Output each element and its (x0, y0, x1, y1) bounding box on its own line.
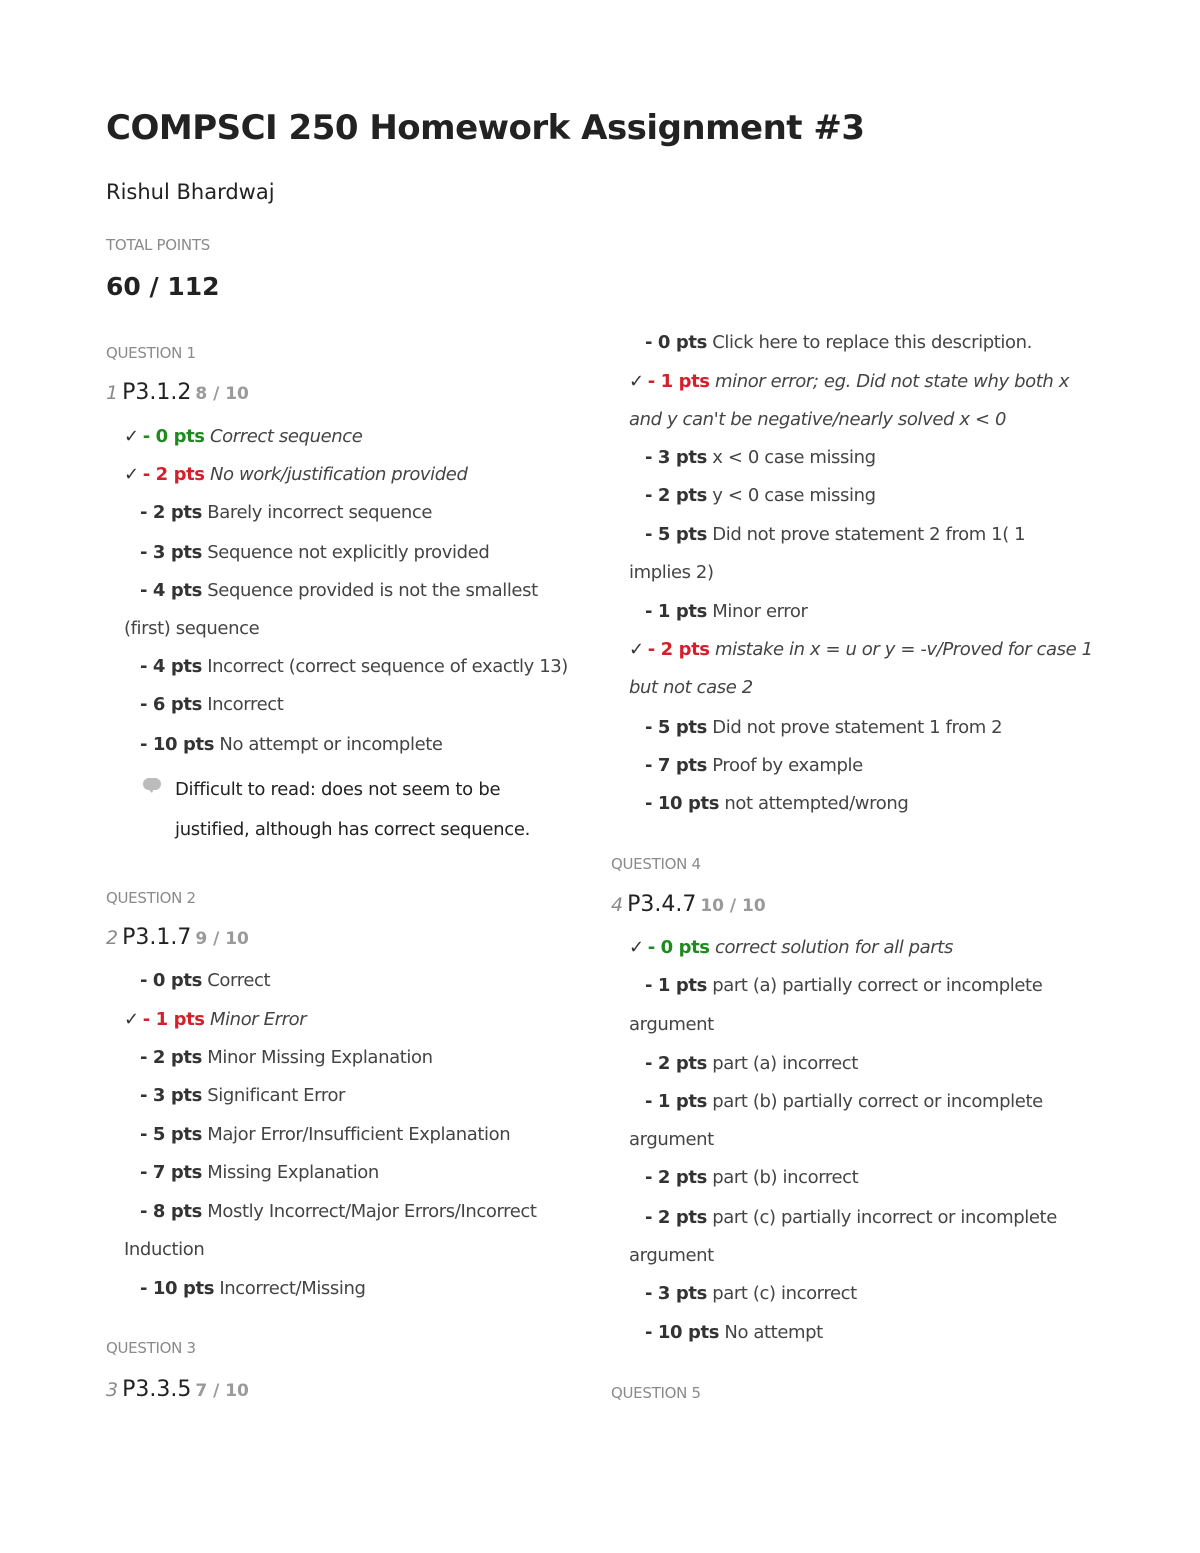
rubric-text: Did not prove statement 2 from 1( 1 (712, 524, 1026, 545)
rubric-item[interactable] (645, 1083, 1043, 1121)
rubric-points: - 3 pts (140, 542, 202, 563)
rubric-points: - 1 pts (647, 371, 710, 392)
rubric-points: - 1 pts (645, 601, 707, 622)
rubric-text: Missing Explanation (207, 1162, 379, 1183)
rubric-points: - 0 pts (142, 426, 205, 447)
rubric-points: - 2 pts (645, 485, 707, 506)
question-label: QUESTION 5 (611, 1384, 701, 1402)
rubric-points: - 1 pts (645, 1091, 707, 1112)
rubric-text: Proof by example (712, 755, 863, 776)
rubric-points: - 10 pts (140, 1278, 215, 1299)
rubric-text: x < 0 case missing (712, 447, 876, 468)
rubric-item-continuation (629, 669, 753, 707)
rubric-text: part (c) partially incorrect or incomplete (712, 1207, 1057, 1228)
rubric-item[interactable] (645, 1045, 858, 1083)
rubric-item[interactable] (645, 516, 1025, 554)
rubric-text: Incorrect (correct sequence of exactly 13) (207, 656, 568, 677)
rubric-points: - 2 pts (645, 1207, 707, 1228)
rubric-text: minor error; eg. Did not state why both x (714, 371, 1069, 392)
total-points-label: TOTAL POINTS (106, 236, 210, 254)
rubric-points: - 2 pts (647, 639, 710, 660)
rubric-text: mistake in x = u or y = -v/Proved for case 1 (714, 639, 1093, 660)
rubric-item[interactable] (140, 494, 432, 532)
rubric-text: argument (629, 1014, 714, 1035)
rubric-text: part (b) incorrect (712, 1167, 859, 1188)
rubric-item[interactable] (140, 572, 538, 610)
check-icon: ✓ (124, 464, 139, 485)
page-title: COMPSCI 250 Homework Assignment #3 (106, 108, 865, 148)
rubric-item[interactable] (645, 593, 808, 631)
rubric-text: y < 0 case missing (712, 485, 876, 506)
rubric-text: Did not prove statement 1 from 2 (712, 717, 1003, 738)
rubric-points: - 8 pts (140, 1201, 202, 1222)
rubric-text: part (c) incorrect (712, 1283, 857, 1304)
rubric-item-applied[interactable] (629, 929, 953, 967)
rubric-text: correct solution for all parts (714, 937, 953, 958)
question-number: 4 (611, 894, 624, 916)
rubric-points: - 5 pts (645, 524, 707, 545)
rubric-points: - 0 pts (140, 970, 202, 991)
question-code: P3.4.7 (627, 892, 697, 917)
rubric-points: - 4 pts (140, 656, 202, 677)
rubric-points: - 10 pts (645, 793, 720, 814)
rubric-item-applied[interactable] (124, 456, 468, 494)
rubric-points: - 2 pts (140, 502, 202, 523)
rubric-item[interactable] (645, 439, 876, 477)
question-code: P3.3.5 (122, 1377, 192, 1402)
rubric-item[interactable] (140, 1116, 510, 1154)
rubric-item[interactable] (140, 1039, 433, 1077)
rubric-item-applied[interactable] (629, 363, 1069, 401)
rubric-points: - 6 pts (140, 694, 202, 715)
rubric-item[interactable] (140, 1077, 345, 1115)
rubric-item[interactable] (645, 477, 876, 515)
question-number: 3 (106, 1379, 119, 1401)
rubric-item-continuation (124, 610, 259, 648)
rubric-text: (first) sequence (124, 618, 260, 639)
question-score: 8 / 10 (195, 384, 249, 404)
question-title (106, 925, 249, 950)
rubric-item[interactable] (645, 967, 1042, 1005)
rubric-text: Incorrect/Missing (219, 1278, 366, 1299)
rubric-item[interactable] (645, 709, 1002, 747)
comment-icon (143, 778, 161, 790)
question-label: QUESTION 2 (106, 889, 196, 907)
rubric-item[interactable] (140, 962, 270, 1000)
rubric-text: Mostly Incorrect/Major Errors/Incorrect (207, 1201, 537, 1222)
rubric-text: Sequence provided is not the smallest (207, 580, 538, 601)
question-title (106, 380, 249, 405)
rubric-text: Minor Missing Explanation (207, 1047, 433, 1068)
rubric-text: Incorrect (207, 694, 284, 715)
rubric-text: part (b) partially correct or incomplete (712, 1091, 1043, 1112)
rubric-text: No work/justification provided (209, 464, 468, 485)
rubric-points: - 7 pts (140, 1162, 202, 1183)
check-icon: ✓ (629, 371, 644, 392)
rubric-item-applied[interactable] (124, 1001, 306, 1039)
rubric-points: - 2 pts (645, 1053, 707, 1074)
rubric-item-applied[interactable] (124, 418, 362, 456)
rubric-text: No attempt or incomplete (219, 734, 443, 755)
rubric-points: - 2 pts (140, 1047, 202, 1068)
rubric-text: Minor Error (209, 1009, 307, 1030)
student-name: Rishul Bhardwaj (106, 180, 275, 204)
rubric-item[interactable] (645, 1199, 1057, 1237)
check-icon: ✓ (124, 426, 139, 447)
rubric-text: Major Error/Insufficient Explanation (207, 1124, 511, 1145)
rubric-item-continuation (629, 1121, 714, 1159)
rubric-points: - 10 pts (140, 734, 215, 755)
rubric-item[interactable] (140, 1193, 537, 1231)
rubric-text: Induction (124, 1239, 205, 1260)
rubric-text: part (a) incorrect (712, 1053, 858, 1074)
grader-comment (175, 770, 530, 850)
rubric-points: - 2 pts (142, 464, 205, 485)
question-score: 10 / 10 (700, 896, 766, 916)
rubric-points: - 7 pts (645, 755, 707, 776)
rubric-points: - 4 pts (140, 580, 202, 601)
rubric-text: argument (629, 1129, 714, 1150)
rubric-item-continuation (629, 1237, 714, 1275)
rubric-item[interactable] (645, 1275, 857, 1313)
rubric-text: and y can't be negative/nearly solved x < 0 (629, 409, 1007, 430)
rubric-text: argument (629, 1245, 714, 1266)
rubric-item[interactable] (645, 747, 863, 785)
rubric-points: - 3 pts (645, 447, 707, 468)
rubric-points: - 1 pts (142, 1009, 205, 1030)
question-number: 2 (106, 927, 119, 949)
question-number: 1 (106, 382, 119, 404)
comment-line: Difficult to read: does not seem to be (175, 779, 501, 800)
question-code: P3.1.2 (122, 380, 192, 405)
rubric-text: Click here to replace this description. (712, 332, 1032, 353)
rubric-item[interactable] (140, 648, 568, 686)
rubric-points: - 3 pts (645, 1283, 707, 1304)
rubric-item[interactable] (140, 1270, 366, 1308)
check-icon: ✓ (124, 1009, 139, 1030)
rubric-points: - 10 pts (645, 1322, 720, 1343)
check-icon: ✓ (629, 639, 644, 660)
rubric-item-applied[interactable] (629, 631, 1093, 669)
rubric-item[interactable] (645, 324, 1032, 362)
rubric-text: part (a) partially correct or incomplete (712, 975, 1043, 996)
rubric-item[interactable] (140, 686, 283, 724)
question-title (106, 1377, 249, 1402)
rubric-points: - 3 pts (140, 1085, 202, 1106)
rubric-points: - 5 pts (645, 717, 707, 738)
question-score: 9 / 10 (195, 929, 249, 949)
rubric-points: - 0 pts (645, 332, 707, 353)
rubric-text: Significant Error (207, 1085, 346, 1106)
rubric-item-continuation (629, 401, 1006, 439)
question-label: QUESTION 3 (106, 1339, 196, 1357)
question-label: QUESTION 1 (106, 344, 196, 362)
rubric-text: implies 2) (629, 562, 714, 583)
rubric-text: but not case 2 (629, 677, 753, 698)
rubric-text: not attempted/wrong (724, 793, 909, 814)
question-label: QUESTION 4 (611, 855, 701, 873)
rubric-points: - 2 pts (645, 1167, 707, 1188)
rubric-text: Barely incorrect sequence (207, 502, 432, 523)
total-points-score: 60 / 112 (106, 272, 220, 301)
rubric-item-continuation (629, 554, 714, 592)
rubric-text: Correct sequence (209, 426, 363, 447)
rubric-item[interactable] (645, 1159, 858, 1197)
rubric-text: Sequence not explicitly provided (207, 542, 490, 563)
rubric-text: Minor error (712, 601, 808, 622)
rubric-text: No attempt (724, 1322, 823, 1343)
question-code: P3.1.7 (122, 925, 192, 950)
rubric-points: - 5 pts (140, 1124, 202, 1145)
question-title (611, 892, 766, 917)
rubric-item[interactable] (140, 534, 489, 572)
rubric-item-continuation (124, 1231, 204, 1269)
rubric-item[interactable] (645, 785, 908, 823)
rubric-points: - 0 pts (647, 937, 710, 958)
rubric-item[interactable] (645, 1314, 823, 1352)
rubric-item[interactable] (140, 1154, 379, 1192)
check-icon: ✓ (629, 937, 644, 958)
rubric-item-continuation (629, 1006, 714, 1044)
rubric-points: - 1 pts (645, 975, 707, 996)
rubric-item[interactable] (140, 726, 443, 764)
comment-line: justified, although has correct sequence. (175, 819, 531, 840)
question-score: 7 / 10 (195, 1381, 249, 1401)
rubric-text: Correct (207, 970, 271, 991)
